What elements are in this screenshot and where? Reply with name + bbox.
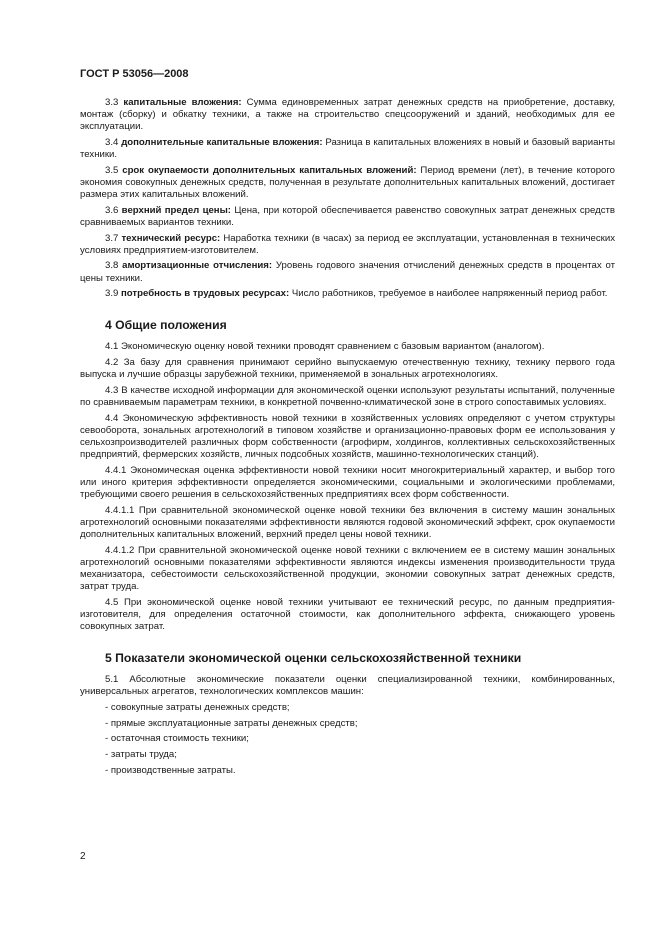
list-item: - затраты труда; [105, 749, 177, 761]
definition-term: капитальные вложения: [123, 97, 242, 108]
definition-text: Сумма единовременных затрат денежных средств на приобретение, доставку, монтаж (сборку) и обкатку техники, а также на строительство спецсооружений и зданий, необходимых для ее эксплуатации. [80, 97, 615, 133]
definition-number: 3.7 [105, 232, 119, 244]
definition-term: срок окупаемости дополнительных капитальных вложений: [122, 164, 417, 176]
definition-item [80, 137, 615, 161]
definition-text: Наработка техники (в часах) за период ее эксплуатации, установленная в технических условиях предприятием-изготовителем. [80, 232, 615, 256]
definition-item [80, 205, 615, 229]
definition-item [80, 233, 615, 257]
section-4-paragraph: 4.4.1.2 При сравнительной экономической оценке новой техники с включением ее в систему машин зональных агротехнологий основными показателями эффективности являются индексы изменения производительности труда механизатора, себестоимости сельскохозяйственной продукции, экономии совокупных затрат денежных средств, затрат труда. [80, 544, 615, 593]
definition-text: Цена, при которой обеспечивается равенство совокупных затрат денежных средств сравниваемых вариантов техники. [80, 204, 616, 228]
section-5-intro: 5.1 Абсолютные экономические показатели оценки специализированной техники, комбинированных, универсальных агрегатов, технологических комплексов машин: [80, 674, 615, 698]
definition-term: потребность в трудовых ресурсах: [121, 288, 290, 300]
definition-item [80, 165, 615, 201]
section-4-paragraph: 4.3 В качестве исходной информации для экономической оценки используют результаты испытаний, полученные по сравниваемым параметрам техники, в конкретной почвенно-климатической зоне в строго сопоставимых условиях. [80, 384, 615, 408]
definitions-list [80, 97, 615, 300]
definition-item [80, 97, 615, 133]
list-item: - совокупные затраты денежных средств; [105, 702, 290, 714]
definition-term: технический ресурс: [121, 232, 221, 244]
section-4-paragraph: 4.4 Экономическую эффективность новой техники в хозяйственных условиях определяют с учетом структуры севооборота, зональных агротехнологий в типовом хозяйстве и организационно-правовых форм ее использования у сельхозпроизводителей различных форм собственности (агрофирм, холдингов, коллективных сельскохозяйственных предприятий, фермерских хозяйств, личных подсобных хозяйств, машинно-технологических станций). [80, 412, 615, 461]
definition-term: дополнительные капитальные вложения: [121, 136, 323, 148]
section-4-paragraph: 4.1 Экономическую оценку новой техники проводят сравнением с базовым вариантом (аналогом). [105, 341, 545, 353]
definition-item [80, 288, 615, 300]
definition-number: 3.8 [105, 260, 119, 272]
definition-text: Число работников, требуемое в наиболее напряженный период работ. [289, 288, 608, 300]
definition-number: 3.4 [105, 136, 119, 148]
section-5-list [80, 702, 615, 777]
definition-number: 3.5 [105, 164, 119, 176]
document-body [80, 97, 615, 780]
definition-text: Уровень годового значения отчислений денежных средств в процентах от цены техники. [80, 260, 615, 284]
definition-number: 3.9 [105, 288, 119, 300]
definition-term: верхний предел цены: [121, 204, 231, 216]
document-header: ГОСТ Р 53056—2008 [80, 68, 189, 80]
definition-text: Разница в капитальных вложениях в новый и базовый варианты техники. [80, 136, 615, 161]
definition-text: Период времени (лет), в течение которого экономия совокупных денежных средств, полученная в результате дополнительных капитальных вложений, достигает размера этих капитальных вложений. [80, 164, 615, 201]
definition-number: 3.3 [105, 97, 119, 108]
section-5-title: 5 Показатели экономической оценки сельскохозяйственной техники [105, 651, 522, 666]
section-4-paragraph: 4.2 За базу для сравнения принимают серийно выпускаемую отечественную технику, технику первого года выпуска и лучшие образцы зарубежной техники, применяемой в зональных агротехнологиях. [80, 357, 615, 381]
list-item: - производственные затраты. [105, 764, 236, 776]
section-4-paragraph: 4.5 При экономической оценке новой техники учитывают ее технический ресурс, по данным предприятия-изготовителя, для определения остаточной стоимости, как дополнительного эффекта, снижающего уровень совокупных затрат. [80, 596, 615, 633]
definition-term: амортизационные отчисления: [122, 260, 273, 272]
list-item: - прямые эксплуатационные затраты денежных средств; [105, 717, 358, 729]
section-4-title: 4 Общие положения [105, 318, 227, 333]
page-number: 2 [80, 851, 86, 862]
definition-number: 3.6 [105, 204, 119, 216]
section-4-paragraph: 4.4.1.1 При сравнительной экономической оценке новой техники без включения в систему машин зональных агротехнологий основными показателями эффективности являются годовой экономический эффект, срок окупаемости дополнительных капитальных вложений, верхний предел цены новой техники. [80, 504, 615, 541]
definition-item [80, 260, 615, 284]
section-4-body [80, 341, 615, 633]
section-4-paragraph: 4.4.1 Экономическая оценка эффективности новой техники носит многокритериальный характер, и выбор того или иного критерия эффективности определяется экономическими, социальными и экологическими проблемами, требующими своего решения в сельскохозяйственных предприятиях всех форм собственности. [80, 464, 615, 501]
list-item: - остаточная стоимость техники; [105, 733, 249, 745]
